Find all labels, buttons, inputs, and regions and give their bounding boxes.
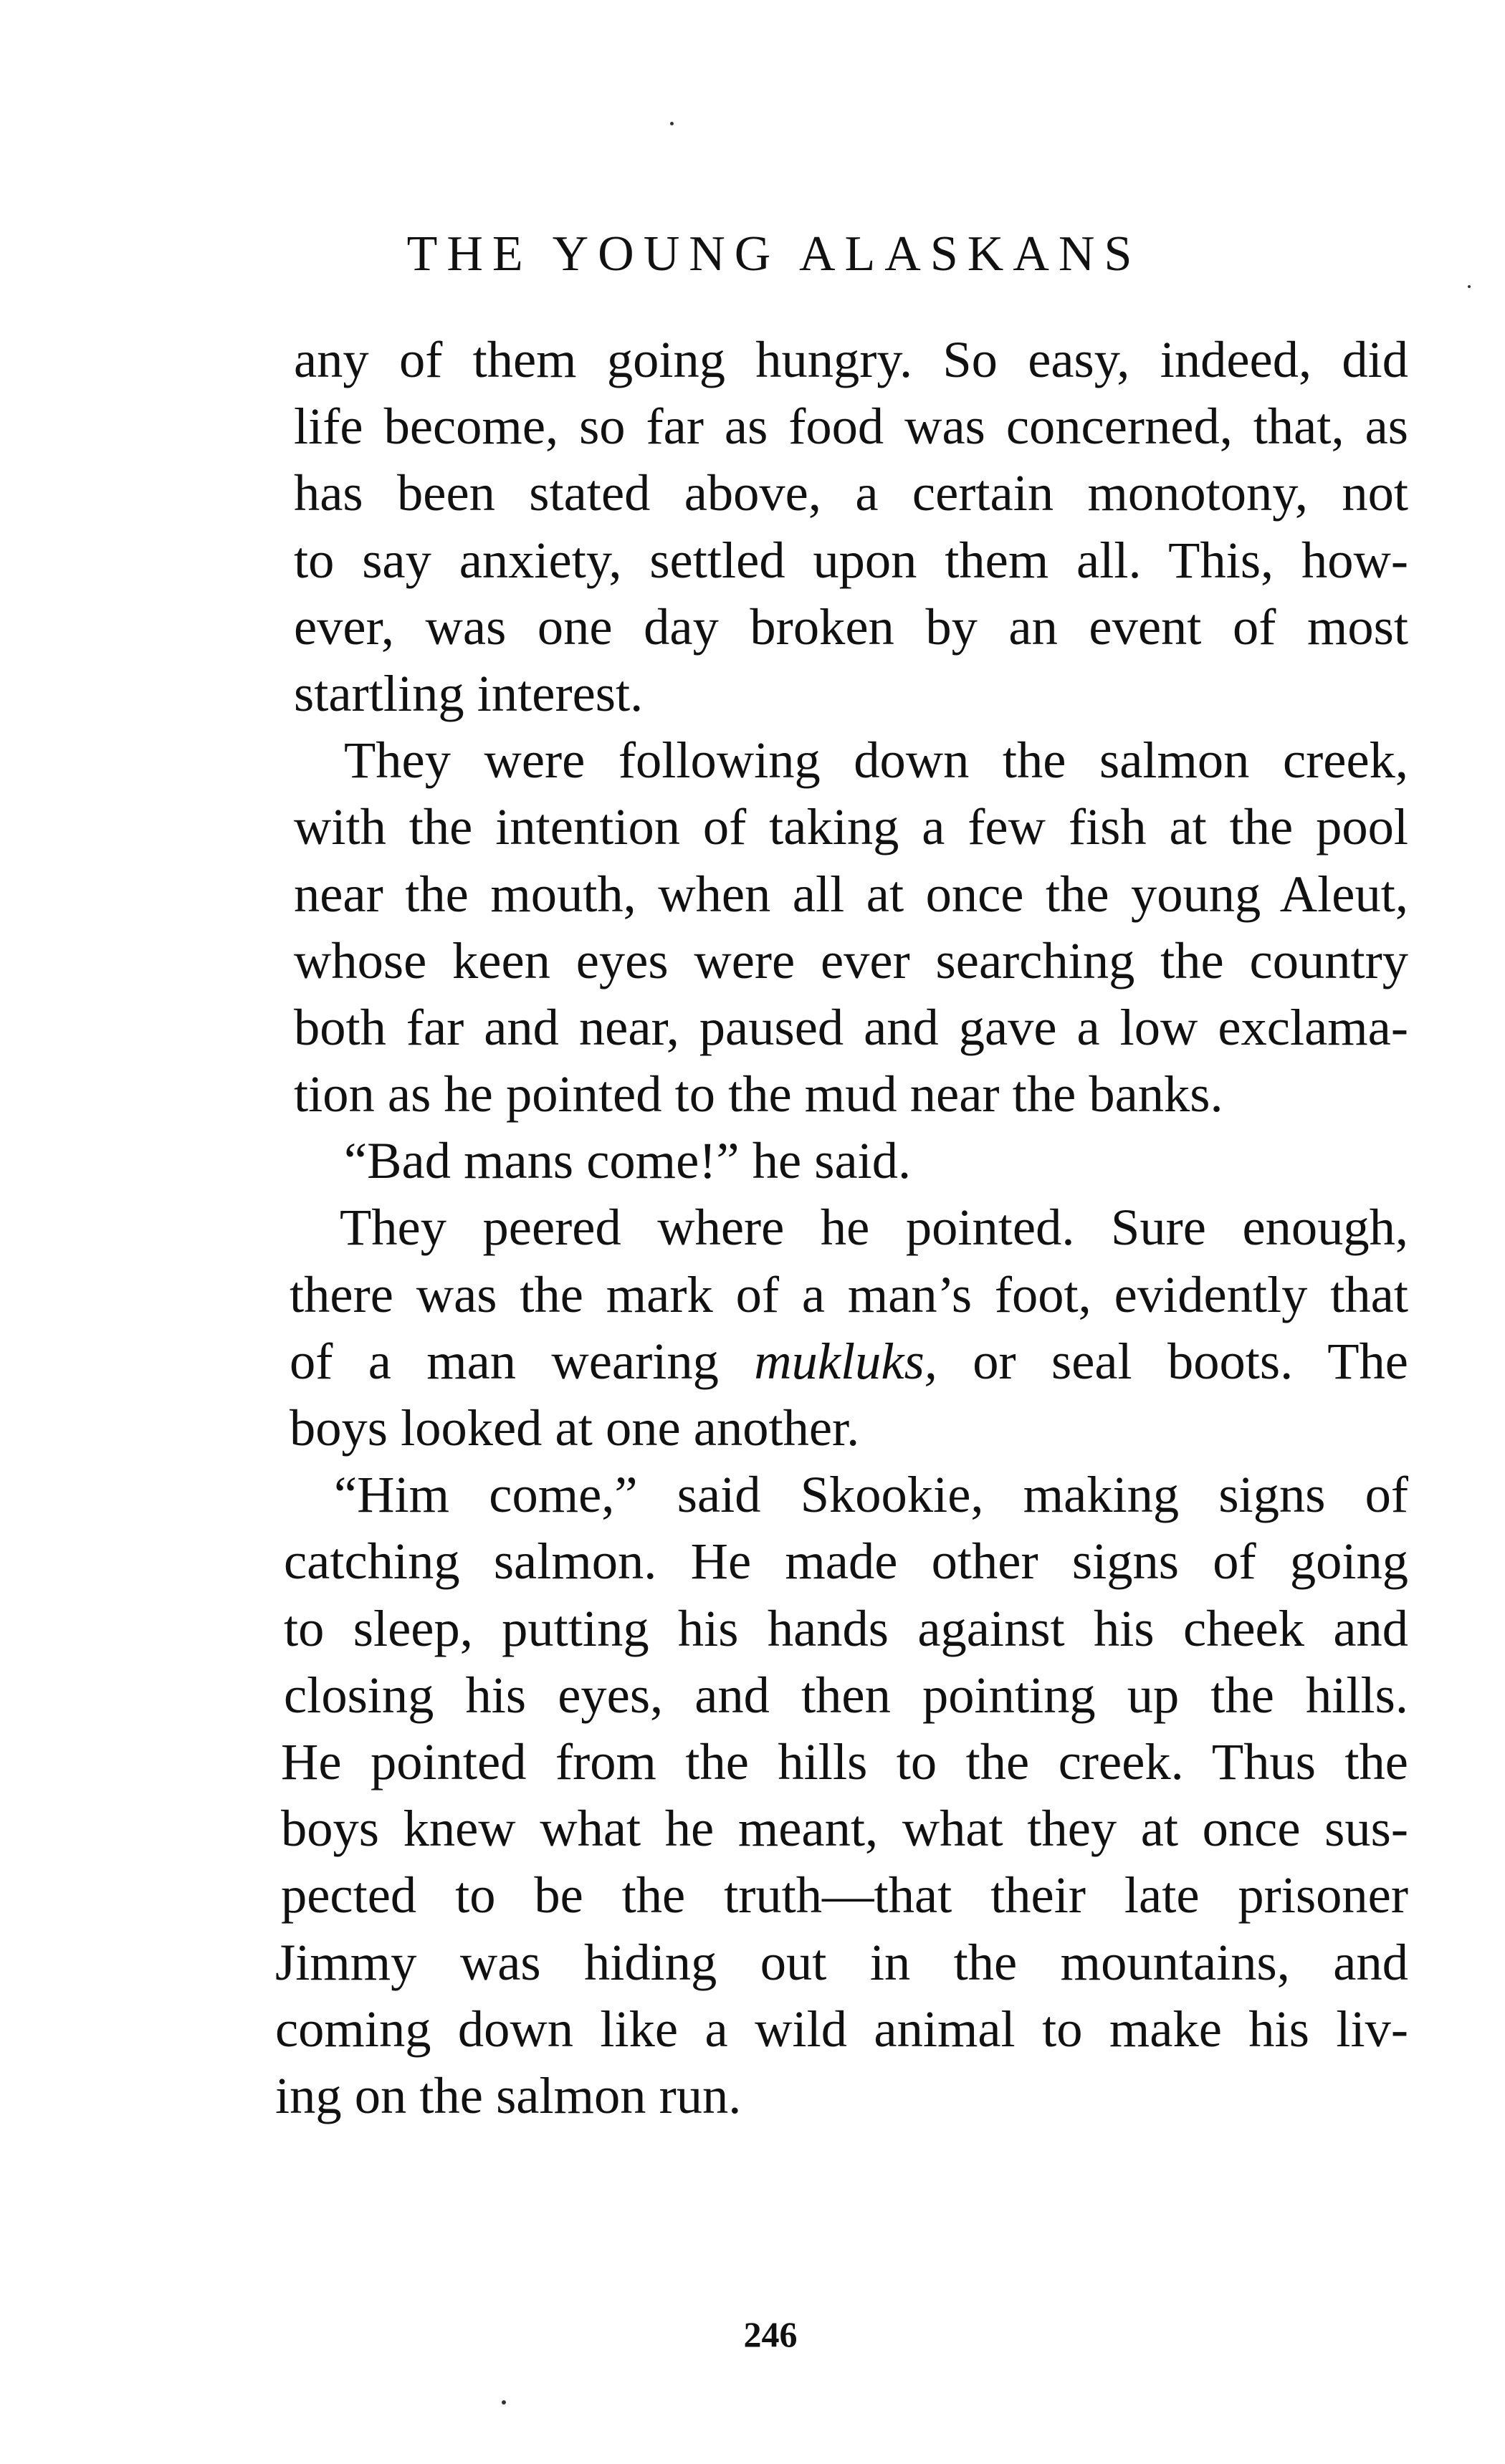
text-line: “Him come,” said Skookie, making signs of xyxy=(334,1465,1408,1524)
text-line: any of them going hungry. So easy, indeed, did xyxy=(294,330,1408,388)
text-fragment: of a man wearing xyxy=(290,1331,755,1390)
text-line: ing on the salmon run. xyxy=(275,2066,742,2124)
text-line xyxy=(290,1328,1408,1394)
body-text xyxy=(275,326,1408,2129)
text-line: boys looked at one another. xyxy=(290,1399,860,1457)
text-line: tion as he pointed to the mud near the banks. xyxy=(294,1065,1223,1123)
text-line: has been stated above, a certain monotony, not xyxy=(294,464,1408,522)
text-line: Jimmy was hiding out in the mountains, and xyxy=(275,1932,1408,1991)
text-line: “Bad mans come!” he said. xyxy=(344,1131,912,1190)
paragraph xyxy=(290,1194,1408,1461)
running-head: THE YOUNG ALASKANS xyxy=(406,226,1142,282)
text-line: catching salmon. He made other signs of going xyxy=(284,1532,1408,1591)
text-line: startling interest. xyxy=(294,663,644,722)
text-line: ever, was one day broken by an event of most xyxy=(294,597,1408,656)
paragraph xyxy=(294,1127,1408,1194)
text-fragment: or seal boots. The xyxy=(937,1331,1408,1390)
text-line: boys knew what he meant, what they at once sus- xyxy=(281,1799,1408,1858)
text-line: closing his eyes, and then pointing up the hills. xyxy=(284,1665,1408,1724)
text-line: pected to be the truth—that their late prisoner xyxy=(281,1866,1408,1924)
text-line: They peered where he pointed. Sure enough, xyxy=(340,1198,1408,1257)
text-line: to say anxiety, settled upon them all. This, how- xyxy=(294,530,1408,589)
text-line: both far and near, paused and gave a low exclama- xyxy=(294,997,1408,1056)
page-number: 246 xyxy=(743,2314,798,2354)
scan-speck xyxy=(502,2400,506,2405)
italic-word: mukluks, xyxy=(754,1331,937,1390)
paragraph xyxy=(275,1461,1408,2129)
text-line: whose keen eyes were ever searching the country xyxy=(294,931,1408,989)
text-line: to sleep, putting his hands against his cheek and xyxy=(284,1598,1408,1657)
text-line: coming down like a wild animal to make his liv- xyxy=(275,1999,1408,2058)
text-line: there was the mark of a man’s foot, evidently that xyxy=(290,1265,1408,1323)
paragraph xyxy=(294,727,1408,1127)
text-line: life become, so far as food was concerned, that, as xyxy=(294,397,1408,456)
text-line: He pointed from the hills to the creek. Thus the xyxy=(281,1732,1408,1791)
text-line: near the mouth, when all at once the young Aleut, xyxy=(294,864,1408,923)
scan-speck xyxy=(1468,285,1471,288)
scan-speck xyxy=(670,122,674,125)
text-line: They were following down the salmon creek, xyxy=(344,731,1408,790)
text-line: with the intention of taking a few fish at the pool xyxy=(294,797,1408,856)
paragraph xyxy=(294,326,1408,727)
